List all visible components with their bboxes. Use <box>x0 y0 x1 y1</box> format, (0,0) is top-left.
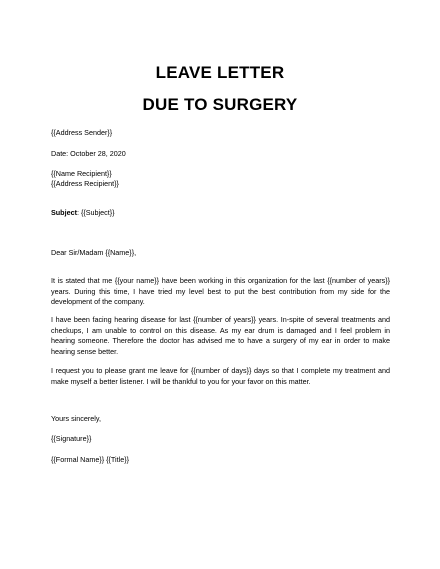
paragraph-3: I request you to please grant me leave for {{number of days}} days so that I complete my treatment and make myself a better listener. I will be thankful to you for your favor on this matter. <box>51 366 390 386</box>
letter-date: Date: October 28, 2020 <box>51 149 126 158</box>
recipient-address: {{Address Recipient}} <box>51 179 119 188</box>
sender-address: {{Address Sender}} <box>51 128 113 137</box>
salutation: Dear Sir/Madam {{Name}}, <box>51 248 137 257</box>
paragraph-1: It is stated that me {{your name}} have been working in this organization for the last {{number of years}} years. During this time, I have tried my level best to put the best contribution from my side for the development of the company. <box>51 276 390 307</box>
signature: {{Signature}} <box>51 434 92 443</box>
subject-label: Subject <box>51 208 77 217</box>
formal-name-title: {{Formal Name}} {{Title}} <box>51 455 130 464</box>
subject-value: : {{Subject}} <box>76 208 115 217</box>
subject-line <box>51 208 115 218</box>
letter-subtitle: DUE TO SURGERY <box>142 95 298 114</box>
recipient-name: {{Name Recipient}} <box>51 169 112 178</box>
letter-title: LEAVE LETTER <box>155 63 285 82</box>
paragraph-2: I have been facing hearing disease for last {{number of years}} years. In-spite of several treatments and checkups, I am unable to control on this disease. As my ear drum is damaged and I feel problem in hearing someone. Therefore the doctor has advised me to have a surgery of my ear in order to make hearing sense better. <box>51 315 390 356</box>
closing: Yours sincerely, <box>51 414 101 423</box>
